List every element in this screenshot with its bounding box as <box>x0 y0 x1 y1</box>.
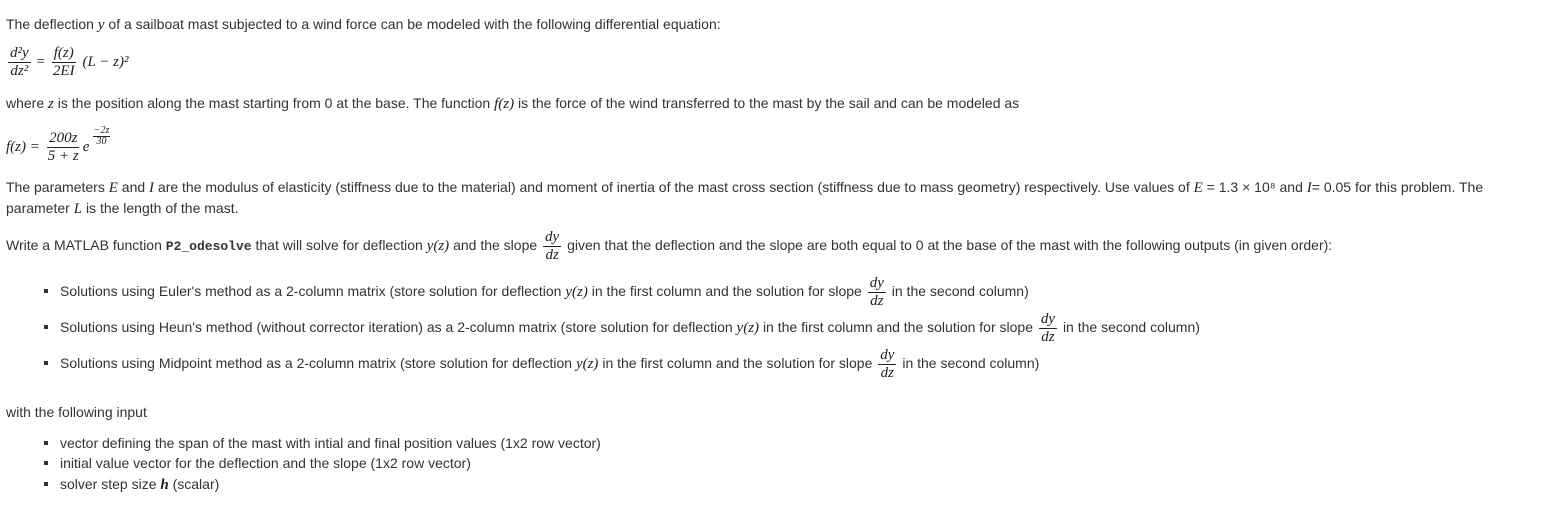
output-slope-numerator: dy <box>1040 310 1056 327</box>
output-text-3: in the second column) <box>1062 319 1200 335</box>
task-y-of-z: y(z) <box>426 238 450 254</box>
bullet-icon <box>44 482 48 486</box>
input-text: vector defining the span of the mast with intial and final position values (1x2 row vector) <box>60 435 601 451</box>
output-text-1: Solutions using Midpoint method as a 2-column matrix (store solution for deflection <box>60 355 573 371</box>
task-text-2: that will solve for deflection <box>255 237 423 253</box>
bullet-icon <box>44 441 48 445</box>
bullet-icon <box>44 289 48 293</box>
params-text-4: = 1.3 × 10⁸ and <box>1206 179 1303 195</box>
output-slope-fraction <box>868 276 886 309</box>
ode-lhs-denominator: dz² <box>10 62 29 79</box>
ode-rhs-tail: (L − z)² <box>82 54 129 70</box>
var-I: I <box>149 180 155 196</box>
output-slope-denominator: dz <box>1041 328 1055 345</box>
output-y-of-z: y(z) <box>736 320 760 336</box>
intro-text-1: The deflection <box>6 16 94 32</box>
task-text-4: given that the deflection and the slope are both equal to 0 at the base of the mast with the following outputs (in given order): <box>567 237 1333 253</box>
output-text-2: in the first column and the solution for slope <box>762 319 1033 335</box>
task-text-3: and the slope <box>453 237 538 253</box>
force-exponential <box>82 124 110 169</box>
force-fraction <box>46 131 81 164</box>
ode-lhs-fraction <box>8 46 31 79</box>
output-y-of-z: y(z) <box>575 356 599 372</box>
var-I-value: I <box>1306 180 1312 196</box>
var-y: y <box>97 17 105 33</box>
output-text-3: in the second column) <box>891 283 1029 299</box>
force-lhs: f(z) = <box>6 139 40 155</box>
params-line2-text-1: parameter <box>6 200 70 216</box>
force-equation <box>6 124 110 169</box>
list-item <box>6 474 219 495</box>
ode-rhs-denominator: 2EI <box>52 62 75 79</box>
output-text-3: in the second column) <box>902 355 1040 371</box>
bullet-icon <box>44 461 48 465</box>
where-text-2: is the position along the mast starting from 0 at the base. The function <box>57 95 491 111</box>
force-numerator: 200z <box>49 129 78 146</box>
params-paragraph-line-2 <box>6 198 238 219</box>
params-text-3: are the modulus of elasticity (stiffness due to the material) and moment of inertia of the mast cross section (stiffness due to mass geometry) respectively. Use values of <box>157 179 1190 195</box>
params-line2-text-2: is the length of the mast. <box>85 200 239 216</box>
intro-paragraph <box>6 14 721 35</box>
output-text-2: in the first column and the solution for slope <box>591 283 862 299</box>
ode-equation <box>6 44 129 79</box>
where-text-1: where <box>6 95 45 111</box>
var-z: z <box>48 96 54 112</box>
var-h: h <box>160 477 169 493</box>
list-item <box>6 433 601 453</box>
task-paragraph <box>6 228 1332 264</box>
bullet-icon <box>44 325 48 329</box>
force-exponent-denominator: 30 <box>96 136 107 147</box>
f-of-z: f(z) <box>494 96 515 112</box>
where-paragraph <box>6 93 1019 114</box>
list-item <box>6 453 471 473</box>
var-L: L <box>73 201 83 217</box>
input-text-2: (scalar) <box>172 476 220 492</box>
output-text-1: Solutions using Euler's method as a 2-column matrix (store solution for deflection <box>60 283 562 299</box>
ode-equals: = <box>36 54 46 70</box>
output-slope-numerator: dy <box>869 274 884 291</box>
bullet-icon <box>44 361 48 365</box>
var-E: E <box>108 180 118 196</box>
output-slope-numerator: dy <box>880 346 895 363</box>
force-exponent-numerator: −2z <box>93 125 110 136</box>
task-slope-fraction <box>543 230 561 263</box>
ode-rhs-fraction <box>51 46 77 79</box>
output-slope-denominator: dz <box>870 292 884 309</box>
output-y-of-z: y(z) <box>565 284 588 300</box>
ode-rhs-numerator: f(z) <box>53 44 74 61</box>
force-e: e <box>82 139 90 155</box>
list-item <box>6 274 1029 309</box>
params-text-2: and <box>121 179 146 195</box>
params-text-1: The parameters <box>6 179 105 195</box>
params-paragraph-line-1 <box>6 177 1483 198</box>
list-item <box>6 310 1200 345</box>
task-slope-numerator: dy <box>545 228 560 245</box>
output-slope-fraction <box>1039 312 1057 345</box>
input-text: solver step size <box>60 476 157 492</box>
function-name: P2_odesolve <box>165 239 252 254</box>
force-exponent <box>93 126 111 147</box>
force-denominator: 5 + z <box>47 147 79 164</box>
list-item <box>6 346 1039 381</box>
output-text-1: Solutions using Heun's method (without corrector iteration) as a 2-column matrix (store solution for deflection <box>60 319 733 335</box>
ode-lhs-numerator: d²y <box>10 44 29 61</box>
input-text: initial value vector for the deflection and the slope (1x2 row vector) <box>60 455 471 471</box>
var-E-value: E <box>1193 180 1203 196</box>
intro-text-2: of a sailboat mast subjected to a wind force can be modeled with the following differential equation: <box>108 16 721 32</box>
output-slope-fraction <box>878 348 896 381</box>
task-slope-denominator: dz <box>545 246 559 263</box>
where-text-3: is the force of the wind transferred to the mast by the sail and can be modeled as <box>517 95 1020 111</box>
output-slope-denominator: dz <box>880 364 895 381</box>
params-text-5: = 0.05 for this problem. The <box>1311 179 1484 195</box>
output-text-2: in the first column and the solution for slope <box>602 355 873 371</box>
task-text-1: Write a MATLAB function <box>6 237 162 253</box>
input-intro: with the following input <box>6 404 147 420</box>
